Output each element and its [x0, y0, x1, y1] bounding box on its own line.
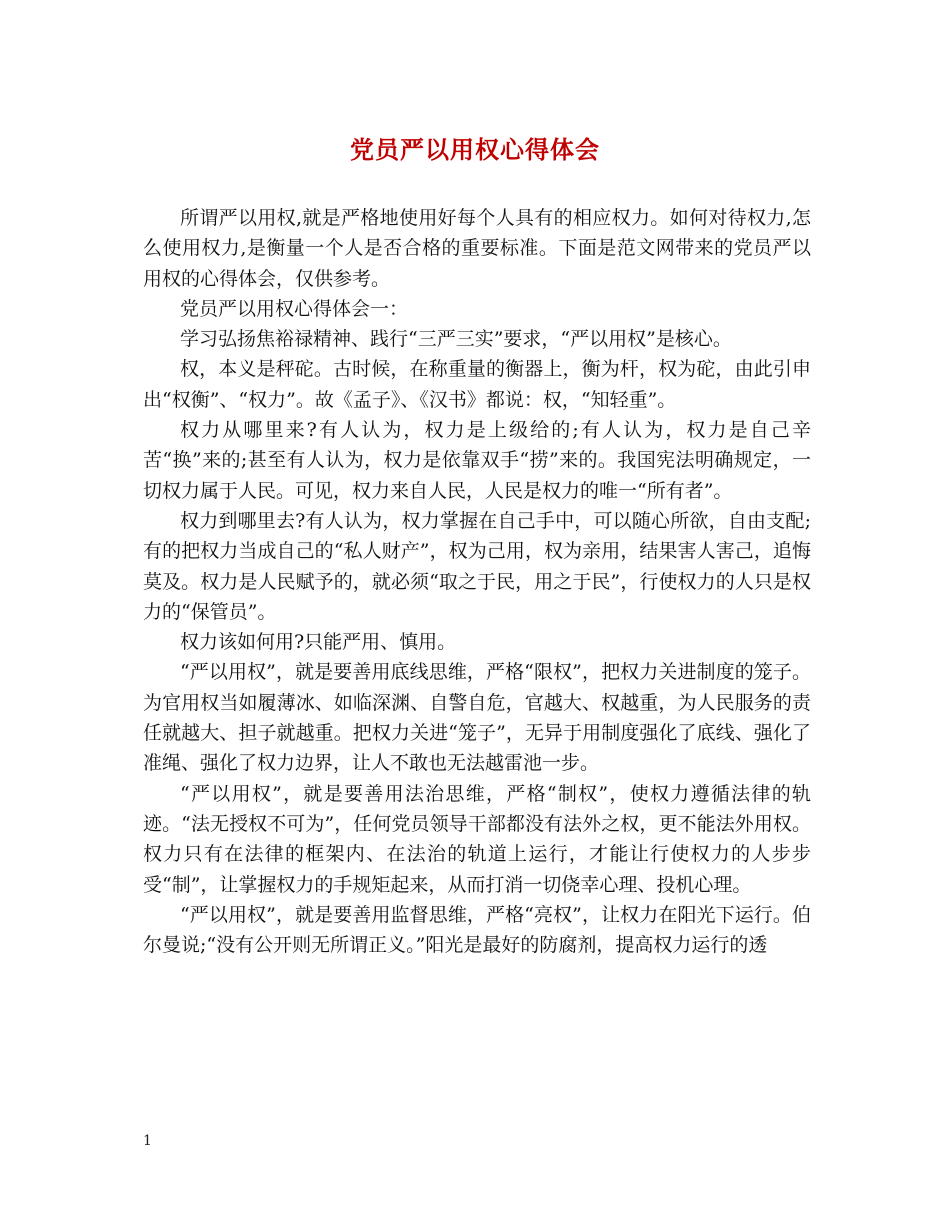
- paragraph-supervision: “严以用权”，就是要善用监督思维，严格“亮权”，让权力在阳光下运行。伯尔曼说;“没有公开则无所谓正义。”阳光是最好的防腐剂，提高权力运行的透: [143, 903, 811, 957]
- paragraph-limit-power: “严以用权”，就是要善用底线思维，严格“限权”，把权力关进制度的笼子。为官用权当如履薄冰、如临深渊、自警自危，官越大、权越重，为人民服务的责任就越大、担子就越重。把权力关进“笼子”，无异于用制度强化了底线、强化了准绳、强化了权力边界，让人不敢也无法越雷池一步。: [143, 661, 811, 775]
- document-body: [143, 203, 811, 960]
- paragraph-definition: 权，本义是秤砣。古时候，在称重量的衡器上，衡为杆，权为砣，由此引申出“权衡”、“权力”。故《孟子》、《汉书》都说：权，“知轻重”。: [143, 358, 811, 411]
- paragraph-intro: 所谓严以用权,就是严格地使用好每个人具有的相应权力。如何对待权力,怎么使用权力,是衡量一个人是否合格的重要标准。下面是范文网带来的党员严以用权的心得体会，仅供参考。: [143, 207, 811, 290]
- paragraph-rule-of-law: “严以用权”，就是要善用法治思维，严格“制权”，使权力遵循法律的轨迹。“法无授权不可为”，任何党员领导干部都没有法外之权，更不能法外用权。权力只有在法律的框架内、在法治的轨道上运行，才能让行使权力的人步步受“制”，让掌握权力的手规矩起来，从而打消一切侥幸心理、投机心理。: [143, 782, 811, 896]
- paragraph-where-from: 权力从哪里来?有人认为，权力是上级给的;有人认为，权力是自己辛苦“换”来的;甚至有人认为，权力是依靠双手“捞”来的。我国宪法明确规定，一切权力属于人民。可见，权力来自人民，人民是权力的唯一“所有者”。: [143, 419, 811, 502]
- paragraph-where-to: 权力到哪里去?有人认为，权力掌握在自己手中，可以随心所欲，自由支配;有的把权力当成自己的“私人财产”，权为己用，权为亲用，结果害人害己，追悔莫及。权力是人民赋予的，就必须“取之于民，用之于民”，行使权力的人只是权力的“保管员”。: [143, 509, 811, 623]
- paragraph-how-use: 权力该如何用?只能严用、慎用。: [180, 631, 457, 654]
- paragraph-core: 学习弘扬焦裕禄精神、践行“三严三实”要求，“严以用权”是核心。: [180, 328, 732, 351]
- page-title: 党员严以用权心得体会: [350, 135, 600, 164]
- page-number: 1: [143, 1133, 152, 1149]
- paragraph-heading-one: 党员严以用权心得体会一：: [180, 297, 409, 320]
